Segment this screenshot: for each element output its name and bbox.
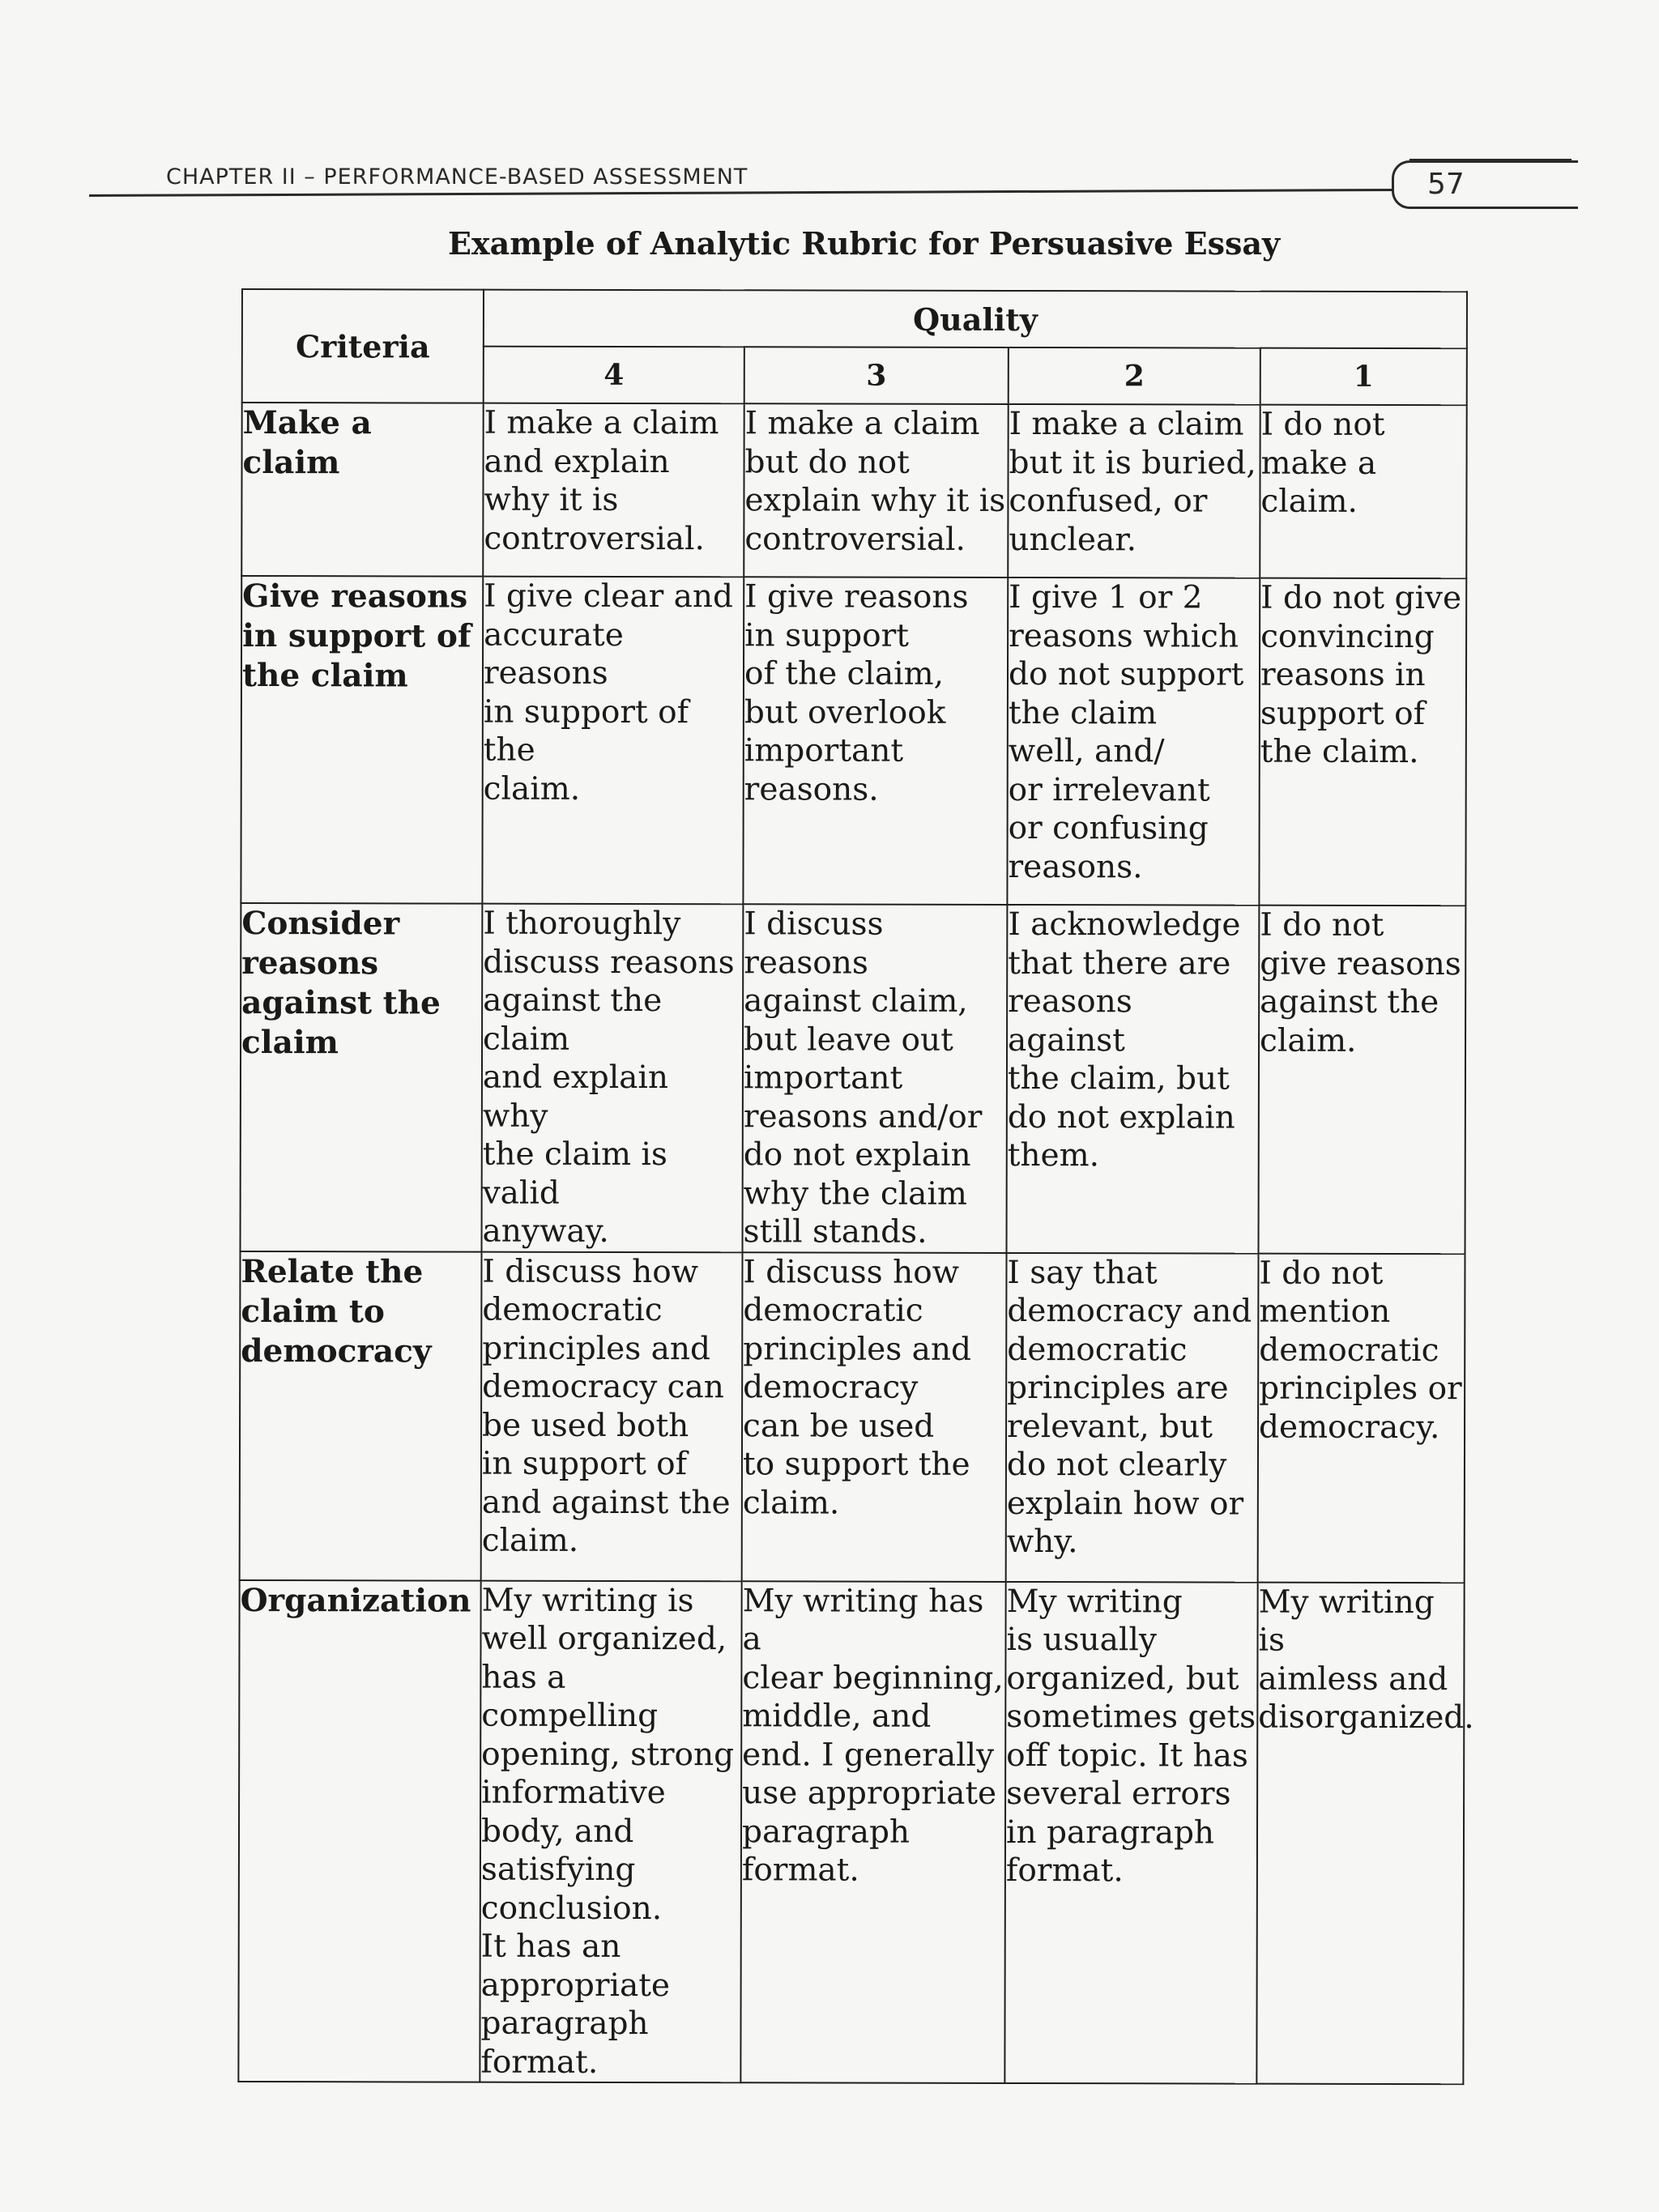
rubric-row-relate-democracy xyxy=(240,1251,1465,1582)
page-number: 57 xyxy=(1427,168,1465,201)
descriptor-organization-1: My writing is aimless and disorganized. xyxy=(1256,1582,1464,2084)
quality-header: Quality xyxy=(484,290,1467,349)
criterion-give-reasons: Give reasons in support of the claim xyxy=(241,576,483,904)
descriptor-relate-democracy-1: I do not mention democratic principles or democracy. xyxy=(1258,1253,1465,1583)
descriptor-give-reasons-2: I give 1 or 2 reasons which do not support the claim well, and/ or irrelevant or confusing reasons. xyxy=(1007,578,1260,906)
descriptor-consider-reasons-3: I discuss reasons against claim, but leave out important reasons and/or do not explain why the claim still stands. xyxy=(743,904,1008,1252)
score-header-1: 1 xyxy=(1260,348,1467,406)
descriptor-organization-3: My writing has a clear beginning, middle, and end. I generally use appropriate paragraph format. xyxy=(740,1581,1005,2083)
descriptor-make-claim-2: I make a claim but it is buried, confused, or unclear. xyxy=(1008,404,1260,578)
descriptor-organization-4: My writing is well organized, has a compelling opening, strong informative body, and satisfying conclusion. It has an appropriate paragraph format. xyxy=(480,1580,741,2082)
criterion-consider-reasons: Consider reasons against the claim xyxy=(241,903,483,1251)
descriptor-relate-democracy-4: I discuss how democratic principles and democracy can be used both in support of and against the claim. xyxy=(481,1251,743,1581)
score-header-3: 3 xyxy=(744,347,1009,404)
rubric-row-give-reasons xyxy=(241,576,1466,906)
criterion-relate-democracy: Relate the claim to democracy xyxy=(240,1251,482,1580)
descriptor-consider-reasons-4: I thoroughly discuss reasons against the claim and explain why the claim is valid anyway. xyxy=(482,904,744,1252)
descriptor-organization-2: My writing is usually organized, but sometimes gets off topic. It has several errors in paragraph format. xyxy=(1004,1581,1257,2083)
descriptor-make-claim-3: I make a claim but do not explain why it is controversial. xyxy=(744,403,1008,578)
descriptor-consider-reasons-1: I do not give reasons against the claim. xyxy=(1259,906,1466,1254)
rubric-table xyxy=(237,288,1474,2085)
descriptor-relate-democracy-2: I say that democracy and democratic principles are relevant, but do not clearly explain how or why. xyxy=(1006,1252,1259,1582)
descriptor-give-reasons-1: I do not give convincing reasons in support of the claim. xyxy=(1259,578,1466,906)
score-header-4: 4 xyxy=(484,347,744,404)
table-title: Example of Analytic Rubric for Persuasive Essay xyxy=(448,225,1281,262)
rubric-row-organization xyxy=(238,1579,1464,2084)
criterion-make-claim: Make a claim xyxy=(241,403,483,577)
descriptor-consider-reasons-2: I acknowledge that there are reasons against the claim, but do not explain them. xyxy=(1007,905,1260,1253)
score-header-2: 2 xyxy=(1009,347,1260,405)
descriptor-make-claim-4: I make a claim and explain why it is controversial. xyxy=(483,403,744,578)
descriptor-give-reasons-4: I give clear and accurate reasons in support of the claim. xyxy=(482,577,744,905)
descriptor-make-claim-1: I do not make a claim. xyxy=(1260,405,1466,579)
rubric-row-make-claim xyxy=(241,403,1466,578)
page-number-tab xyxy=(1392,160,1578,209)
descriptor-relate-democracy-3: I discuss how democratic principles and democracy can be used to support the claim. xyxy=(742,1252,1007,1582)
running-head: CHAPTER II – PERFORMANCE-BASED ASSESSMENT xyxy=(166,164,748,190)
criteria-header: Criteria xyxy=(242,289,484,403)
criterion-organization: Organization xyxy=(238,1579,480,2082)
descriptor-give-reasons-3: I give reasons in support of the claim, but overlook important reasons. xyxy=(743,577,1008,905)
rubric-row-consider-reasons xyxy=(241,903,1466,1254)
header-rule xyxy=(89,189,1393,197)
